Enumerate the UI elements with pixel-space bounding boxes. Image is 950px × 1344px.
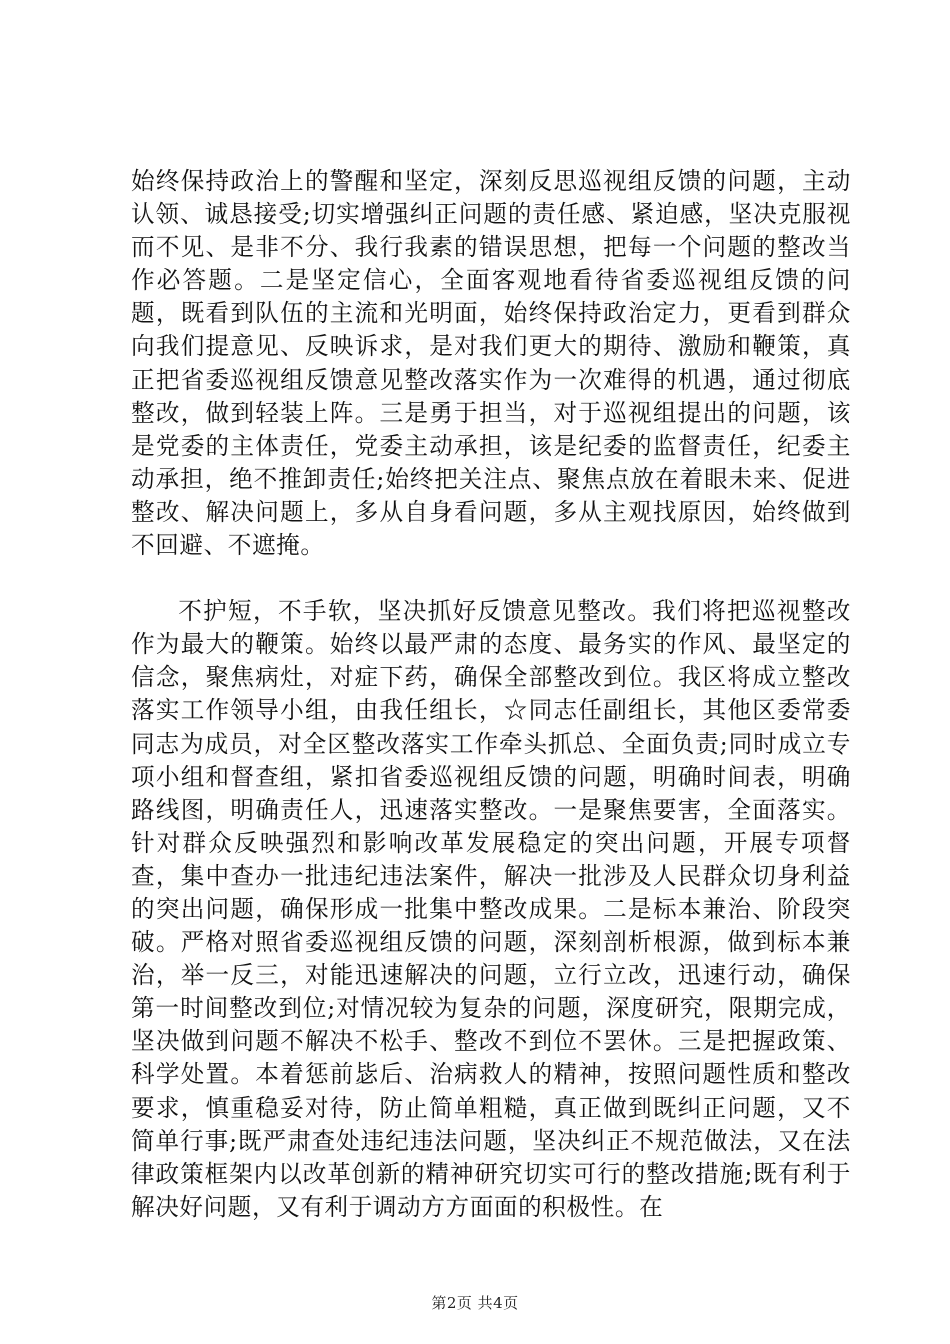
page-footer: 第2页 共4页 (431, 1294, 519, 1312)
paragraph-continued: 始终保持政治上的警醒和坚定，深刻反思巡视组反馈的问题，主动认领、诚恳接受;切实增强纠正问题的责任感、紧迫感，坚决克服视而不见、是非不分、我行我素的错误思想，把每一个问题的整改当作必答题。二是坚定信心，全面客观地看待省委巡视组反馈的问题，既看到队伍的主流和光明面，始终保持政治定力，更看到群众向我们提意见、反映诉求，是对我们更大的期待、激励和鞭策，真正把省委巡视组反馈意见整改落实作为一次难得的机遇，通过彻底整改，做到轻装上阵。三是勇于担当，对于巡视组提出的问题，该是党委的主体责任，党委主动承担，该是纪委的监督责任，纪委主动承担，绝不推卸责任;始终把关注点、聚焦点放在着眼未来、促进整改、解决问题上，多从自身看问题，多从主观找原因，始终做到不回避、不遮掩。 (131, 167, 851, 560)
paragraph-rectification: 不护短，不手软，坚决抓好反馈意见整改。我们将把巡视整改作为最大的鞭策。始终以最严肃的态度、最务实的作风、最坚定的信念，聚焦病灶，对症下药，确保全部整改到位。我区将成立整改落实工作领导小组，由我任组长，☆同志任副组长，其他区委常委同志为成员，对全区整改落实工作牵头抓总、全面负责;同时成立专项小组和督查组，紧扣省委巡视组反馈的问题，明确时间表，明确路线图，明确责任人，迅速落实整改。一是聚焦要害，全面落实。针对群众反映强烈和影响改革发展稳定的突出问题，开展专项督查，集中查办一批违纪违法案件，解决一批涉及人民群众切身利益的突出问题，确保形成一批集中整改成果。二是标本兼治、阶段突破。严格对照省委巡视组反馈的问题，深刻剖析根源，做到标本兼治，举一反三，对能迅速解决的问题，立行立改，迅速行动，确保第一时间整改到位;对情况较为复杂的问题，深度研究，限期完成，坚决做到问题不解决不松手、整改不到位不罢休。三是把握政策、科学处置。本着惩前毖后、治病救人的精神，按照问题性质和整改要求，慎重稳妥对待，防止简单粗糙，真正做到既纠正问题，又不简单行事;既严肃查处违纪违法问题，坚决纠正不规范做法，又在法律政策框架内以改革创新的精神研究切实可行的整改措施;既有利于解决好问题，又有利于调动方方面面的积极性。在 (131, 597, 851, 1221)
body-text (131, 165, 851, 1224)
